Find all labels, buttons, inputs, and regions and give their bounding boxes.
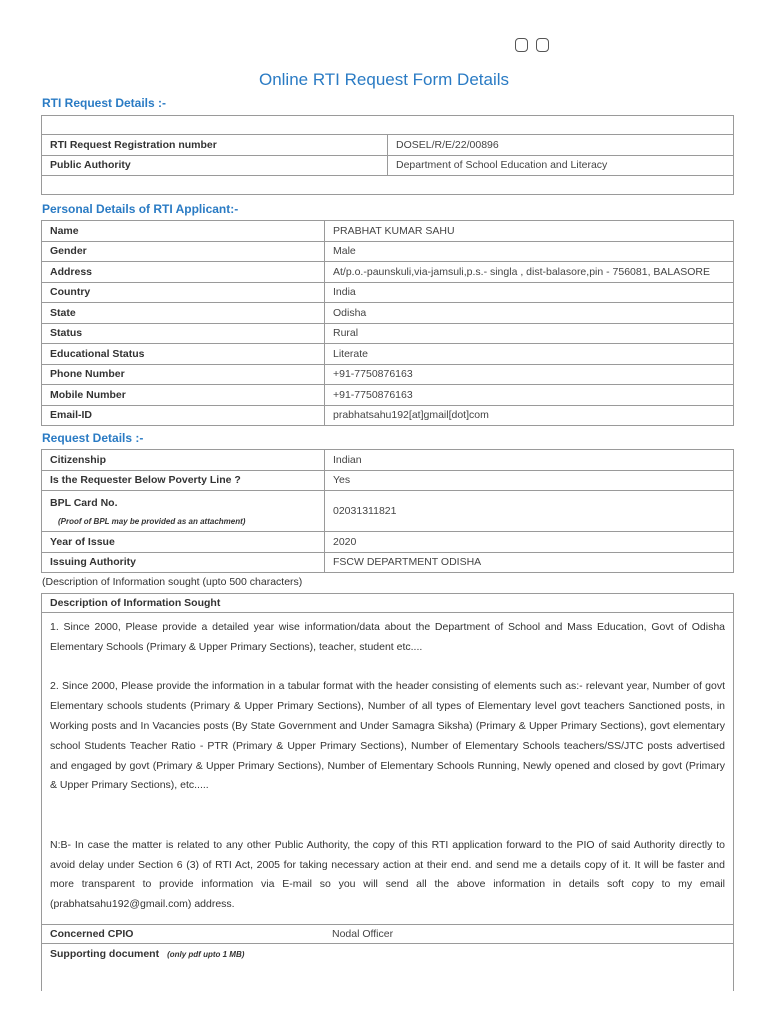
row-value: DOSEL/R/E/22/00896 [388,135,734,156]
table-row [42,470,734,491]
row-value: 02031311821 [325,491,734,532]
cpio-value: Nodal Officer [332,928,394,940]
row-label: Gender [42,241,325,262]
table-row [42,364,734,385]
supporting-document-label: Supporting document [50,948,160,960]
rounded-square-icon[interactable] [515,38,528,52]
page-title: Online RTI Request Form Details [258,70,510,89]
row-value: prabhatsahu192[at]gmail[dot]com [325,405,734,426]
request-details-heading: Request Details :- [42,431,144,445]
row-value: At/p.o.-paunskuli,via-jamsuli,p.s.- singla , dist-balasore,pin - 756081, BALASORE [325,262,734,283]
row-value: Yes [325,470,734,491]
description-heading: Description of Information Sought [42,594,733,613]
table-row [42,323,734,344]
row-value: Indian [325,450,734,471]
table-row [42,385,734,406]
supporting-document-note: (only pdf upto 1 MB) [167,950,245,959]
page-controls [515,38,549,52]
table-row [42,532,734,553]
table-row [42,282,734,303]
row-label: Status [42,323,325,344]
row-value: Rural [325,323,734,344]
table-row [42,155,734,176]
row-label: Issuing Authority [42,552,325,573]
row-value: Literate [325,344,734,365]
row-value: Department of School Education and Literacy [388,155,734,176]
rounded-square-icon[interactable] [536,38,549,52]
bpl-proof-note: (Proof of BPL may be provided as an attachment) [58,516,246,526]
row-label: Email-ID [42,405,325,426]
row-value: +91-7750876163 [325,385,734,406]
table-row [42,241,734,262]
row-value: PRABHAT KUMAR SAHU [325,221,734,242]
description-limit-note: (Description of Information sought (upto 500 characters) [42,576,303,588]
table-row [42,405,734,426]
table-row [42,491,734,532]
row-value: 2020 [325,532,734,553]
request-details-table [41,449,734,573]
cpio-label: Concerned CPIO [50,928,134,940]
row-label: State [42,303,325,324]
row-value: +91-7750876163 [325,364,734,385]
supporting-document [50,948,244,960]
table-row [42,221,734,242]
description-text [42,613,733,915]
row-value: Odisha [325,303,734,324]
row-label: Is the Requester Below Poverty Line ? [42,470,325,491]
row-label: RTI Request Registration number [42,135,388,156]
row-label: Address [42,262,325,283]
table-row [42,344,734,365]
row-value: FSCW DEPARTMENT ODISHA [325,552,734,573]
table-row [42,135,734,156]
row-label: Country [42,282,325,303]
row-label [42,491,325,532]
row-value: Male [325,241,734,262]
description-paragraph: 1. Since 2000, Please provide a detailed year wise information/data about the Department of School and Mass Education, Govt of Odisha Elementary Schools (Primary & Upper Primary Sections), teacher, student etc.... [50,621,725,653]
description-paragraph: N:B- In case the matter is related to any other Public Authority, the copy of this RTI application forward to the PIO of said Authority directly to avoid delay under Section 6 (3) of RTI Act, 2005 for taking necessary action at their end. and send me a details copy of it. It will be faster and more transparent to provide information via E-mail so you will send all the above information in details soft copy to my email (prabhatsahu192@gmail.com) address. [50,838,725,911]
row-label: Mobile Number [42,385,325,406]
concerned-cpio-row [42,924,733,944]
rti-request-table [41,115,734,195]
row-label: Public Authority [42,155,388,176]
bpl-card-label: BPL Card No. [50,496,118,509]
row-label: Year of Issue [42,532,325,553]
personal-details-table [41,220,734,426]
rti-request-heading: RTI Request Details :- [42,96,167,110]
row-label: Name [42,221,325,242]
table-row [42,303,734,324]
table-row [42,552,734,573]
row-label: Phone Number [42,364,325,385]
row-label: Citizenship [42,450,325,471]
description-box [41,593,734,991]
row-label: Educational Status [42,344,325,365]
personal-details-heading: Personal Details of RTI Applicant:- [42,202,239,216]
table-row [42,262,734,283]
table-row [42,450,734,471]
description-paragraph: 2. Since 2000, Please provide the information in a tabular format with the header consisting of elements such as:- relevant year, Number of govt Elementary schools students (Primary & Upper Primary Sections), Number of all types of Elementary level govt teachers Sanctioned posts, in Working posts and In Vacancies posts (By State Government and Under Samagra Siksha) (Primary & Upper Primary Sections), govt elementary school Students Teacher Ratio - PTR (Primary & Upper Primary Sections), Number of Elementary Schools teachers/SS/JTC posts advertised and engaged by govt (Primary & Upper Primary Sections), Number of Elementary Schools Running, Newly opened and closed by govt (Primary & Upper Primary Sections), etc..... [50,680,725,792]
row-value: India [325,282,734,303]
